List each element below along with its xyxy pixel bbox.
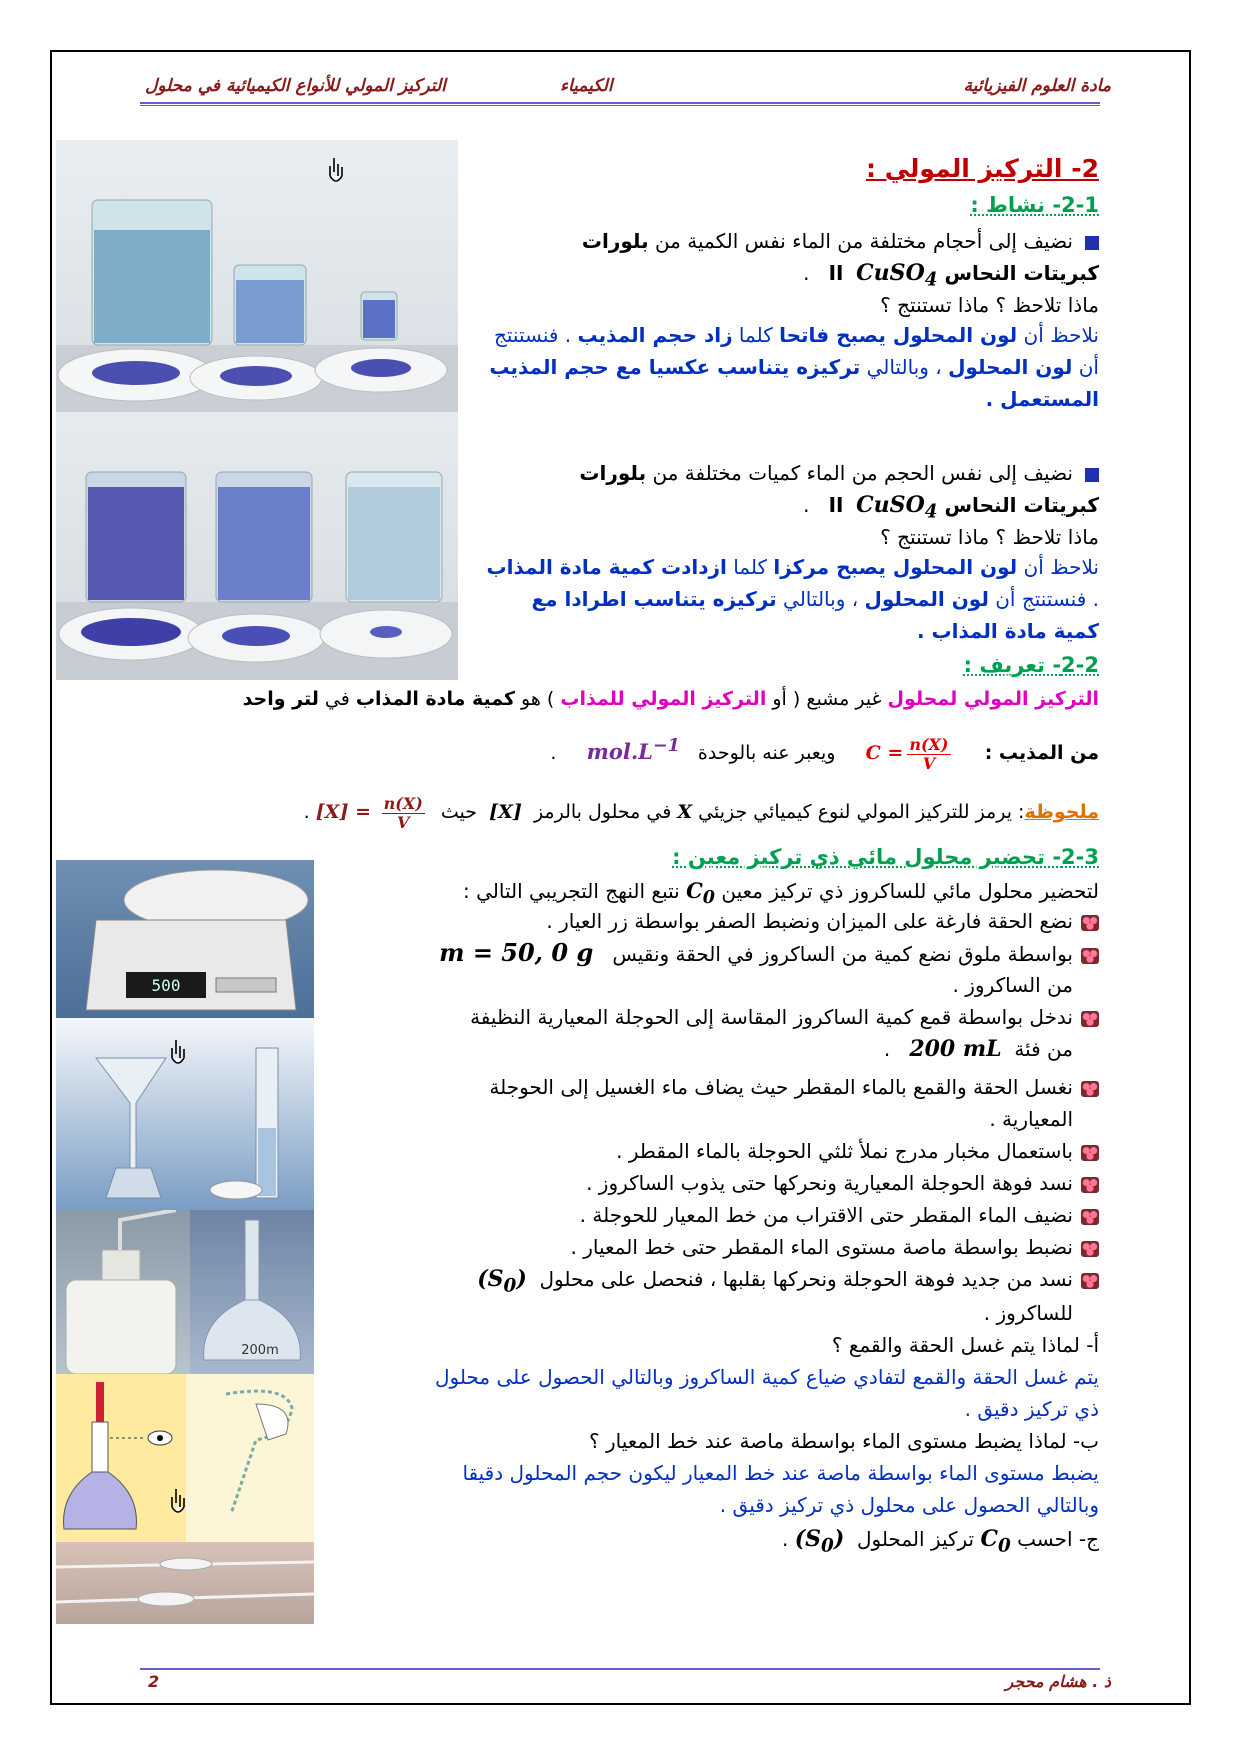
question-b: ب- لماذا يضبط مستوى الماء بواسطة ماصة عند خط المعيار ؟ xyxy=(589,1429,1099,1453)
exp2-answer-line2: . فنستنتج أن لون المحلول ، وبالتالي تركيزه يتناسب اطرادا مع xyxy=(531,587,1099,611)
step-8: نضبط بواسطة ماصة مستوى الماء المقطر حتى خط المعيار . xyxy=(571,1232,1099,1262)
header-lesson: التركيز المولي للأنواع الكيميائية في محلول xyxy=(145,76,446,96)
exp2-answer-line1: نلاحظ أن لون المحلول يصبح مركزا كلما ازدادت كمية مادة المذاب xyxy=(486,555,1099,579)
question-a: أ- لماذا يتم غسل الحقة والقمع ؟ xyxy=(831,1333,1099,1357)
balance-display: 500 xyxy=(151,976,181,995)
bullet-flower-icon xyxy=(1081,1011,1099,1027)
step-1: نضع الحقة فارغة على الميزان ونضبط الصفر بواسطة زر العيار . xyxy=(546,906,1099,936)
answer-a-line1: يتم غسل الحقة والقمع لتفادي ضياع كمية الساكروز وبالتالي الحصول على محلول xyxy=(435,1365,1099,1389)
activity-title: 2-1- نشاط : xyxy=(970,193,1099,217)
note-formula: [X] = $\frac{n(X)}{V}$ xyxy=(315,793,423,832)
footer-divider xyxy=(140,1668,1100,1670)
question-c: ج- احسب $C_0$ تركيز المحلول $(S_0)$ . xyxy=(782,1526,1099,1557)
photo-pipettes xyxy=(56,1542,314,1624)
header-divider xyxy=(140,102,1100,104)
exp2-line2: كبريتات النحاس II CuSO$_4$ . xyxy=(803,492,1099,523)
bullet-flower-icon xyxy=(1081,1209,1099,1225)
header-divider-thin xyxy=(140,105,1100,106)
volume-value: 200 mL xyxy=(909,1036,1002,1062)
step-6: نسد فوهة الحوجلة المعيارية ونحركها حتى يذوب الساكروز . xyxy=(586,1168,1099,1198)
prep-title: 2-3- تحضير محلول مائي ذي تركيز معين : xyxy=(672,845,1099,869)
step-7: نضيف الماء المقطر حتى الاقتراب من خط المعيار للحوجلة . xyxy=(580,1200,1099,1230)
concentration-formula: C = $\frac{n(X)}{V}$ xyxy=(865,734,949,773)
bullet-square-icon xyxy=(1085,236,1099,250)
photo-wash-bottle xyxy=(56,1210,190,1374)
s0-symbol: $(S_0)$ xyxy=(477,1266,527,1297)
photo-balance xyxy=(56,860,314,1018)
unit-formula: $mol.L^{-1}$ xyxy=(586,736,680,764)
bullet-flower-icon xyxy=(1081,1081,1099,1097)
definition-line2: من المذيب : C = $\frac{n(X)}{V}$ ويعبر عنه بالوحدة $mol.L^{-1}$ . xyxy=(550,726,1099,773)
step-2-cont: من الساكروز . xyxy=(952,973,1073,997)
photo-beakers-amount xyxy=(56,412,458,680)
answer-a-line2: ذي تركيز دقيق . xyxy=(964,1397,1099,1421)
definition-title: 2-2- تعريف : xyxy=(963,653,1099,677)
bullet-flower-icon xyxy=(1081,1273,1099,1289)
step-9-cont: للساكروز . xyxy=(983,1301,1073,1325)
bullet-square-icon xyxy=(1085,468,1099,482)
step-4: نغسل الحقة والقمع بالماء المقطر حيث يضاف ماء الغسيل إلى الحوجلة xyxy=(489,1072,1099,1102)
exp2-question: ماذا تلاحظ ؟ ماذا تستنتج ؟ xyxy=(880,525,1099,549)
bullet-flower-icon xyxy=(1081,1177,1099,1193)
page-number: 2 xyxy=(148,1672,160,1691)
bullet-flower-icon xyxy=(1081,1241,1099,1257)
step-4-cont: المعيارية . xyxy=(989,1107,1073,1131)
bullet-flower-icon xyxy=(1081,1145,1099,1161)
exp2-answer-line3: كمية مادة المذاب . xyxy=(916,619,1099,643)
bullet-flower-icon xyxy=(1081,948,1099,964)
step-3-cont: من فئة 200 mL . xyxy=(883,1036,1073,1062)
photo-funnel-cylinder xyxy=(56,1018,314,1210)
step-3: ندخل بواسطة قمع كمية الساكروز المقاسة إلى الحوجلة المعيارية النظيفة xyxy=(470,1002,1099,1032)
step-9: نسد من جديد فوهة الحوجلة ونحركها بقلبها ، فنحصل على محلول $(S_0)$ xyxy=(477,1264,1099,1301)
photo-beakers-volume xyxy=(56,140,458,412)
bullet-flower-icon xyxy=(1081,915,1099,931)
step-2: بواسطة ملوق نضع كمية من الساكروز في الحقة ونقيس m = 50, 0 g xyxy=(439,938,1099,969)
definition-line1: التركيز المولي لمحلول غير مشبع ( أو التركيز المولي للمذاب ) هو كمية مادة المذاب في لتر واحد xyxy=(242,688,1099,710)
exp2-line1: نضيف إلى نفس الحجم من الماء كميات مختلفة من بلورات xyxy=(579,458,1099,488)
header-subject: مادة العلوم الفيزيائية xyxy=(963,76,1111,96)
exp1-line2: كبريتات النحاس II CuSO$_4$ . xyxy=(803,260,1099,291)
photo-volumetric-flask xyxy=(190,1210,314,1374)
exp1-question: ماذا تلاحظ ؟ ماذا تستنتج ؟ xyxy=(880,293,1099,317)
note-line: ملحوظة: يرمز للتركيز المولي لنوع كيميائي جزيئي X في محلول بالرمز [X] حيث [X] = $\frac{n(X)}{V}$ . xyxy=(303,793,1099,832)
answer-b-line2: وبالتالي الحصول على محلول ذي تركيز دقيق . xyxy=(719,1493,1099,1517)
exp1-answer-line3: المستعمل . xyxy=(985,387,1099,411)
exp1-answer-line1: نلاحظ أن لون المحلول يصبح فاتحا كلما زاد حجم المذيب . فنستنتج xyxy=(493,323,1099,347)
svg-text:200m: 200m xyxy=(241,1343,279,1358)
header-domain: الكيمياء xyxy=(560,76,613,96)
section-title: 2- التركيز المولي : xyxy=(866,154,1099,183)
diagram-adjust-meniscus xyxy=(56,1374,314,1542)
answer-b-line1: يضبط مستوى الماء بواسطة ماصة عند خط المعيار ليكون حجم المحلول دقيقا xyxy=(462,1461,1099,1485)
step-5: باستعمال مخبار مدرج نملأ ثلثي الحوجلة بالماء المقطر . xyxy=(616,1136,1099,1166)
mass-value: m = 50, 0 g xyxy=(439,938,594,967)
exp1-answer-line2: أن لون المحلول ، وبالتالي تركيزه يتناسب عكسيا مع حجم المذيب xyxy=(489,355,1099,379)
exp1-line1: نضيف إلى أحجام مختلفة من الماء نفس الكمية من بلورات xyxy=(582,226,1099,256)
footer-author: ذ . هشام محجر xyxy=(1005,1672,1111,1691)
prep-intro: لتحضير محلول مائي للساكروز ذي تركيز معين $C_0$ نتبع النهج التجريبي التالي : xyxy=(463,878,1099,909)
